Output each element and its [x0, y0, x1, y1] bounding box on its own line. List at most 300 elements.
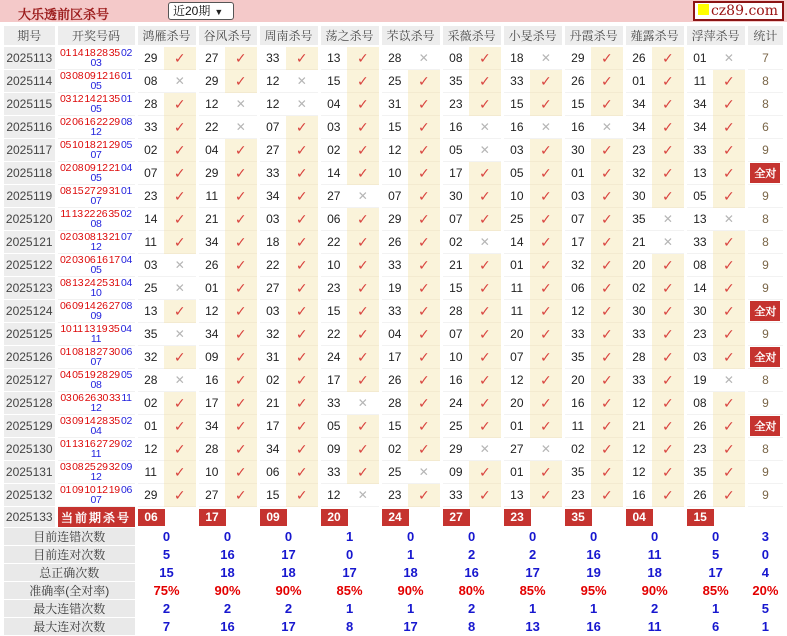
hit-mark-icon: ✓	[225, 162, 258, 185]
hit-mark-icon: ✓	[652, 254, 685, 277]
kill-number: 33	[502, 70, 530, 93]
kill-number: 10	[502, 185, 530, 208]
summary-stat-value: 0	[746, 546, 783, 564]
kill-number: 14	[136, 208, 164, 231]
miss-mark-icon: ✕	[164, 70, 197, 93]
hit-mark-icon: ✓	[591, 208, 624, 231]
hit-mark-icon: ✓	[408, 415, 441, 438]
hit-mark-icon: ✓	[713, 70, 746, 93]
hit-mark-icon: ✓	[713, 415, 746, 438]
kill-number: 25	[502, 208, 530, 231]
kill-number: 13	[685, 162, 713, 185]
kill-number: 02	[563, 438, 591, 461]
summary-value: 90%	[258, 582, 319, 600]
kill-number: 34	[624, 93, 652, 116]
hit-mark-icon: ✓	[530, 139, 563, 162]
hit-mark-icon: ✓	[164, 300, 197, 323]
kill-number: 20	[502, 392, 530, 415]
kill-number: 04	[197, 139, 225, 162]
hit-mark-icon: ✓	[530, 300, 563, 323]
miss-mark-icon: ✕	[591, 116, 624, 139]
hit-mark-icon: ✓	[713, 300, 746, 323]
table-row	[4, 461, 783, 484]
hit-mark-icon: ✓	[408, 369, 441, 392]
title-bar	[0, 0, 787, 22]
kill-number: 07	[441, 208, 469, 231]
hit-mark-icon: ✓	[347, 70, 380, 93]
kill-number: 09	[197, 346, 225, 369]
kill-number: 29	[380, 208, 408, 231]
period-cell: 2025127	[4, 369, 56, 392]
summary-stat-value: 1	[746, 618, 783, 636]
kill-number: 34	[685, 116, 713, 139]
hit-mark-icon: ✓	[591, 93, 624, 116]
kill-number: 28	[441, 300, 469, 323]
hit-mark-icon: ✓	[591, 139, 624, 162]
hit-mark-icon: ✓	[164, 484, 197, 507]
kill-number: 34	[685, 93, 713, 116]
hit-mark-icon: ✓	[164, 185, 197, 208]
period-cell: 2025131	[4, 461, 56, 484]
hit-mark-icon: ✓	[408, 70, 441, 93]
miss-mark-icon: ✕	[164, 323, 197, 346]
summary-value: 17	[258, 546, 319, 564]
period-cell: 2025116	[4, 116, 56, 139]
kill-number: 12	[319, 484, 347, 507]
hit-mark-icon: ✓	[530, 415, 563, 438]
winning-numbers: 01 14 18 28 35 02 03	[56, 46, 136, 70]
hit-mark-icon: ✓	[530, 254, 563, 277]
summary-value: 17	[380, 618, 441, 636]
kill-number: 21	[197, 208, 225, 231]
summary-value: 19	[563, 564, 624, 582]
kill-number: 11	[197, 185, 225, 208]
current-kill-cell	[380, 507, 408, 528]
period-cell: 2025119	[4, 185, 56, 208]
empty-mark-cell	[530, 507, 563, 528]
summary-label: 准确率(全对率)	[4, 582, 136, 600]
kill-number: 01	[685, 46, 713, 70]
hit-mark-icon: ✓	[469, 346, 502, 369]
stat-cell: 9	[746, 323, 783, 346]
summary-row	[4, 582, 783, 600]
hit-mark-icon: ✓	[652, 346, 685, 369]
kill-number: 27	[258, 277, 286, 300]
period-cell: 2025133	[4, 507, 56, 528]
summary-value: 16	[197, 546, 258, 564]
kill-number: 13	[136, 300, 164, 323]
summary-value: 8	[441, 618, 502, 636]
kill-number: 33	[685, 139, 713, 162]
summary-value: 85%	[319, 582, 380, 600]
table-row	[4, 392, 783, 415]
hit-mark-icon: ✓	[286, 185, 319, 208]
all-correct-badge: 全对	[750, 163, 780, 183]
miss-mark-icon: ✕	[530, 46, 563, 70]
col-header-expert: 丹霞杀号	[563, 26, 624, 46]
summary-value: 0	[319, 546, 380, 564]
kill-number: 11	[563, 415, 591, 438]
miss-mark-icon: ✕	[530, 438, 563, 461]
period-range-select[interactable]	[168, 2, 234, 20]
stat-cell: 8	[746, 438, 783, 461]
current-kill-badge: 06	[138, 509, 165, 526]
col-header-expert: 薤露杀号	[624, 26, 685, 46]
summary-label: 最大连错次数	[4, 600, 136, 618]
page-title: 大乐透前区杀号	[18, 7, 110, 22]
hit-mark-icon: ✓	[286, 438, 319, 461]
summary-value: 0	[136, 528, 197, 546]
kill-number: 13	[502, 484, 530, 507]
kill-number: 12	[197, 300, 225, 323]
header-row	[4, 26, 783, 46]
hit-mark-icon: ✓	[286, 208, 319, 231]
hit-mark-icon: ✓	[286, 254, 319, 277]
hit-mark-icon: ✓	[225, 461, 258, 484]
hit-mark-icon: ✓	[469, 323, 502, 346]
hit-mark-icon: ✓	[530, 484, 563, 507]
kill-number: 23	[380, 484, 408, 507]
kill-number: 26	[685, 415, 713, 438]
kill-number-table	[4, 26, 783, 636]
summary-label: 目前连错次数	[4, 528, 136, 546]
period-cell: 2025115	[4, 93, 56, 116]
hit-mark-icon: ✓	[591, 300, 624, 323]
kill-number: 33	[319, 392, 347, 415]
kill-number: 27	[258, 139, 286, 162]
hit-mark-icon: ✓	[286, 461, 319, 484]
summary-stat-value: 20%	[746, 582, 783, 600]
kill-number: 25	[441, 415, 469, 438]
stat-cell: 9	[746, 392, 783, 415]
hit-mark-icon: ✓	[469, 93, 502, 116]
hit-mark-icon: ✓	[469, 162, 502, 185]
current-period-label: 当前期杀号	[56, 507, 136, 528]
hit-mark-icon: ✓	[469, 208, 502, 231]
period-cell: 2025129	[4, 415, 56, 438]
kill-number: 25	[136, 277, 164, 300]
kill-number: 16	[563, 116, 591, 139]
kill-number: 09	[441, 461, 469, 484]
hit-mark-icon: ✓	[225, 70, 258, 93]
summary-value: 1	[319, 528, 380, 546]
hit-mark-icon: ✓	[469, 369, 502, 392]
summary-value: 18	[380, 564, 441, 582]
kill-number: 10	[380, 162, 408, 185]
empty-mark-cell	[713, 507, 746, 528]
hit-mark-icon: ✓	[652, 438, 685, 461]
summary-value: 7	[136, 618, 197, 636]
hit-mark-icon: ✓	[225, 346, 258, 369]
kill-number: 34	[197, 323, 225, 346]
hit-mark-icon: ✓	[164, 438, 197, 461]
summary-row	[4, 618, 783, 636]
summary-stat-value: 4	[746, 564, 783, 582]
hit-mark-icon: ✓	[164, 46, 197, 70]
empty-mark-cell	[652, 507, 685, 528]
kill-number: 35	[441, 70, 469, 93]
hit-mark-icon: ✓	[591, 277, 624, 300]
kill-number: 16	[502, 116, 530, 139]
hit-mark-icon: ✓	[591, 484, 624, 507]
kill-number: 30	[563, 139, 591, 162]
hit-mark-icon: ✓	[225, 46, 258, 70]
hit-mark-icon: ✓	[591, 231, 624, 254]
miss-mark-icon: ✕	[225, 93, 258, 116]
summary-value: 5	[685, 546, 746, 564]
hit-mark-icon: ✓	[408, 208, 441, 231]
hit-mark-icon: ✓	[530, 162, 563, 185]
kill-number: 31	[380, 93, 408, 116]
kill-number: 33	[624, 323, 652, 346]
summary-value: 95%	[563, 582, 624, 600]
kill-number: 11	[685, 70, 713, 93]
table-row	[4, 70, 783, 93]
current-kill-badge: 20	[321, 509, 348, 526]
summary-value: 0	[380, 528, 441, 546]
kill-number: 02	[136, 392, 164, 415]
hit-mark-icon: ✓	[347, 369, 380, 392]
hit-mark-icon: ✓	[347, 162, 380, 185]
hit-mark-icon: ✓	[713, 254, 746, 277]
stat-cell: 8	[746, 231, 783, 254]
hit-mark-icon: ✓	[286, 231, 319, 254]
kill-number: 23	[685, 323, 713, 346]
kill-number: 22	[197, 116, 225, 139]
kill-number: 28	[197, 438, 225, 461]
kill-number: 17	[319, 369, 347, 392]
hit-mark-icon: ✓	[408, 277, 441, 300]
hit-mark-icon: ✓	[286, 300, 319, 323]
kill-number: 34	[197, 415, 225, 438]
kill-number: 06	[319, 208, 347, 231]
kill-number: 29	[136, 46, 164, 70]
summary-value: 0	[624, 528, 685, 546]
kill-number: 12	[197, 93, 225, 116]
col-header-period: 期号	[4, 26, 56, 46]
current-kill-badge: 27	[443, 509, 470, 526]
hit-mark-icon: ✓	[713, 461, 746, 484]
kill-number: 16	[624, 484, 652, 507]
kill-number: 26	[380, 369, 408, 392]
kill-number: 03	[563, 185, 591, 208]
hit-mark-icon: ✓	[286, 46, 319, 70]
table-row	[4, 369, 783, 392]
hit-mark-icon: ✓	[652, 484, 685, 507]
hit-mark-icon: ✓	[652, 162, 685, 185]
stat-cell	[746, 346, 783, 369]
winning-numbers: 01 08 18 27 30 06 07	[56, 346, 136, 369]
kill-number: 33	[441, 484, 469, 507]
miss-mark-icon: ✕	[469, 116, 502, 139]
miss-mark-icon: ✕	[164, 369, 197, 392]
miss-mark-icon: ✕	[347, 185, 380, 208]
summary-value: 1	[563, 600, 624, 618]
empty-mark-cell	[286, 507, 319, 528]
kill-number: 32	[624, 162, 652, 185]
current-kill-cell	[136, 507, 164, 528]
kill-number: 01	[502, 254, 530, 277]
kill-number: 08	[441, 46, 469, 70]
kill-number: 05	[441, 139, 469, 162]
hit-mark-icon: ✓	[286, 277, 319, 300]
kill-number: 16	[563, 392, 591, 415]
kill-number: 24	[319, 346, 347, 369]
summary-value: 13	[502, 618, 563, 636]
miss-mark-icon: ✕	[713, 369, 746, 392]
summary-value: 17	[685, 564, 746, 582]
hit-mark-icon: ✓	[408, 139, 441, 162]
table-row	[4, 231, 783, 254]
kill-number: 26	[685, 484, 713, 507]
miss-mark-icon: ✕	[347, 392, 380, 415]
hit-mark-icon: ✓	[408, 254, 441, 277]
summary-value: 1	[502, 600, 563, 618]
kill-number: 17	[380, 346, 408, 369]
kill-number: 07	[258, 116, 286, 139]
hit-mark-icon: ✓	[408, 185, 441, 208]
period-cell: 2025132	[4, 484, 56, 507]
col-header-expert: 采薇杀号	[441, 26, 502, 46]
all-correct-badge: 全对	[750, 416, 780, 436]
kill-number: 31	[258, 346, 286, 369]
kill-number: 07	[502, 346, 530, 369]
hit-mark-icon: ✓	[286, 392, 319, 415]
hit-mark-icon: ✓	[652, 277, 685, 300]
hit-mark-icon: ✓	[713, 323, 746, 346]
kill-number: 08	[685, 254, 713, 277]
kill-number: 26	[624, 46, 652, 70]
hit-mark-icon: ✓	[408, 323, 441, 346]
hit-mark-icon: ✓	[713, 93, 746, 116]
hit-mark-icon: ✓	[652, 461, 685, 484]
hit-mark-icon: ✓	[469, 461, 502, 484]
kill-number: 19	[380, 277, 408, 300]
hit-mark-icon: ✓	[225, 484, 258, 507]
kill-number: 27	[197, 484, 225, 507]
kill-number: 12	[624, 392, 652, 415]
summary-value: 90%	[380, 582, 441, 600]
all-correct-badge: 全对	[750, 347, 780, 367]
kill-number: 07	[380, 185, 408, 208]
logo-yellow-square-icon	[698, 4, 709, 15]
summary-value: 85%	[502, 582, 563, 600]
hit-mark-icon: ✓	[408, 116, 441, 139]
miss-mark-icon: ✕	[347, 484, 380, 507]
hit-mark-icon: ✓	[225, 369, 258, 392]
kill-number: 11	[136, 461, 164, 484]
kill-number: 14	[685, 277, 713, 300]
hit-mark-icon: ✓	[286, 415, 319, 438]
summary-value: 6	[685, 618, 746, 636]
hit-mark-icon: ✓	[286, 346, 319, 369]
hit-mark-icon: ✓	[408, 93, 441, 116]
winning-numbers: 02 06 16 22 29 08 12	[56, 116, 136, 139]
kill-number: 02	[441, 231, 469, 254]
hit-mark-icon: ✓	[286, 369, 319, 392]
hit-mark-icon: ✓	[530, 323, 563, 346]
summary-value: 16	[441, 564, 502, 582]
kill-number: 04	[380, 323, 408, 346]
period-cell: 2025121	[4, 231, 56, 254]
kill-number: 23	[563, 484, 591, 507]
summary-value: 18	[258, 564, 319, 582]
hit-mark-icon: ✓	[652, 323, 685, 346]
hit-mark-icon: ✓	[591, 346, 624, 369]
summary-value: 0	[258, 528, 319, 546]
kill-number: 01	[136, 415, 164, 438]
kill-number: 22	[319, 231, 347, 254]
miss-mark-icon: ✕	[164, 277, 197, 300]
table-row	[4, 415, 783, 438]
hit-mark-icon: ✓	[713, 116, 746, 139]
current-kill-badge: 15	[687, 509, 714, 526]
kill-number: 19	[685, 369, 713, 392]
hit-mark-icon: ✓	[652, 185, 685, 208]
hit-mark-icon: ✓	[591, 461, 624, 484]
kill-number: 23	[685, 438, 713, 461]
miss-mark-icon: ✕	[408, 461, 441, 484]
hit-mark-icon: ✓	[591, 185, 624, 208]
stat-cell	[746, 415, 783, 438]
kill-number: 12	[563, 300, 591, 323]
current-kill-cell	[563, 507, 591, 528]
hit-mark-icon: ✓	[164, 461, 197, 484]
kill-number: 15	[563, 93, 591, 116]
kill-number: 16	[441, 116, 469, 139]
summary-value: 2	[502, 546, 563, 564]
summary-value: 2	[258, 600, 319, 618]
hit-mark-icon: ✓	[408, 392, 441, 415]
kill-number: 12	[624, 438, 652, 461]
summary-value: 85%	[685, 582, 746, 600]
empty-mark-cell	[408, 507, 441, 528]
kill-number: 23	[136, 185, 164, 208]
col-header-winning: 开奖号码	[56, 26, 136, 46]
table-row	[4, 346, 783, 369]
kill-number: 15	[380, 415, 408, 438]
miss-mark-icon: ✕	[469, 231, 502, 254]
hit-mark-icon: ✓	[591, 415, 624, 438]
hit-mark-icon: ✓	[652, 392, 685, 415]
col-header-expert: 芣苡杀号	[380, 26, 441, 46]
kill-number: 29	[136, 484, 164, 507]
hit-mark-icon: ✓	[225, 185, 258, 208]
kill-number: 17	[197, 392, 225, 415]
kill-number: 35	[685, 461, 713, 484]
period-cell: 2025122	[4, 254, 56, 277]
kill-number: 28	[136, 369, 164, 392]
kill-number: 02	[624, 277, 652, 300]
hit-mark-icon: ✓	[225, 254, 258, 277]
kill-number: 26	[563, 70, 591, 93]
kill-number: 33	[136, 116, 164, 139]
kill-number: 17	[563, 231, 591, 254]
summary-value: 8	[319, 618, 380, 636]
hit-mark-icon: ✓	[530, 392, 563, 415]
miss-mark-icon: ✕	[652, 231, 685, 254]
hit-mark-icon: ✓	[164, 162, 197, 185]
hit-mark-icon: ✓	[652, 139, 685, 162]
summary-value: 80%	[441, 582, 502, 600]
kill-number: 15	[258, 484, 286, 507]
hit-mark-icon: ✓	[347, 277, 380, 300]
kill-number: 29	[197, 70, 225, 93]
kill-number: 21	[258, 392, 286, 415]
current-kill-cell	[319, 507, 347, 528]
summary-value: 0	[197, 528, 258, 546]
period-cell: 2025114	[4, 70, 56, 93]
